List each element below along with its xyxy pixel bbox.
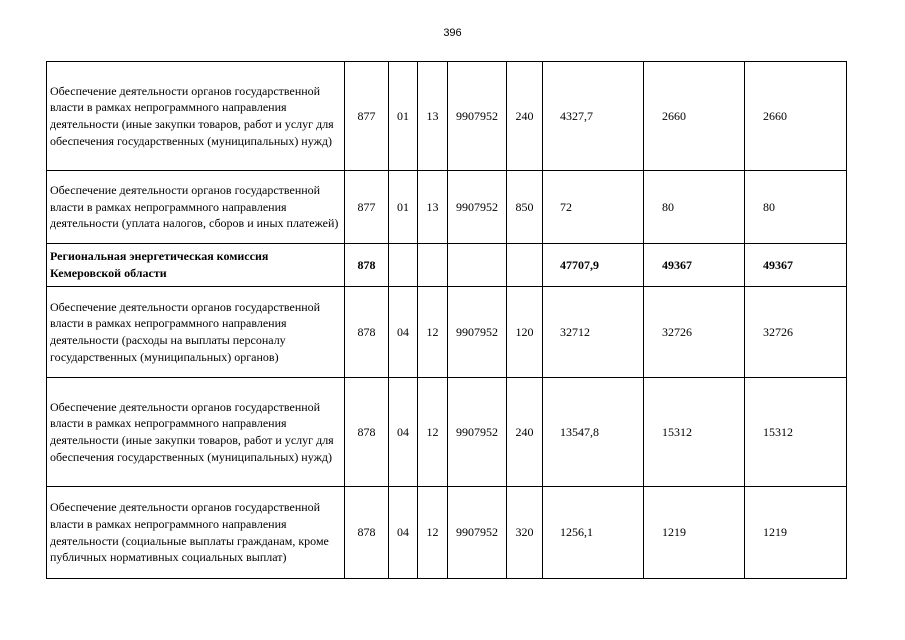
- row-sum-3: 1219: [745, 487, 847, 579]
- row-vr: 120: [507, 287, 543, 378]
- row-name: Обеспечение деятельности органов государственной власти в рамках непрограммного направления деятельности (социальные выплаты гражданам, кроме публичных нормативных социальных выплат): [47, 487, 345, 579]
- row-pr: 13: [418, 171, 448, 244]
- row-ved: 878: [345, 487, 389, 579]
- row-sum-3: 15312: [745, 378, 847, 487]
- row-vr: 320: [507, 487, 543, 579]
- row-csr: 9907952: [448, 171, 507, 244]
- row-sum-3: 32726: [745, 287, 847, 378]
- table-body: [47, 62, 847, 579]
- table-row: [47, 62, 847, 171]
- row-sum-1: 4327,7: [543, 62, 644, 171]
- row-sum-3: 2660: [745, 62, 847, 171]
- row-csr: 9907952: [448, 487, 507, 579]
- table-row: [47, 287, 847, 378]
- row-pr: 13: [418, 62, 448, 171]
- row-sum-3: 80: [745, 171, 847, 244]
- row-rz: [389, 244, 418, 287]
- row-sum-3: 49367: [745, 244, 847, 287]
- row-name: Обеспечение деятельности органов государственной власти в рамках непрограммного направления деятельности (иные закупки товаров, работ и услуг для обеспечения государственных (муниципальных) нужд): [47, 62, 345, 171]
- row-sum-1: 47707,9: [543, 244, 644, 287]
- row-name: Региональная энергетическая комиссия Кемеровской области: [47, 244, 345, 287]
- row-csr: 9907952: [448, 378, 507, 487]
- row-rz: 04: [389, 378, 418, 487]
- row-rz: 04: [389, 287, 418, 378]
- row-pr: 12: [418, 487, 448, 579]
- row-vr: 850: [507, 171, 543, 244]
- row-rz: 04: [389, 487, 418, 579]
- row-sum-1: 13547,8: [543, 378, 644, 487]
- row-csr: [448, 244, 507, 287]
- row-csr: 9907952: [448, 62, 507, 171]
- row-ved: 878: [345, 378, 389, 487]
- row-ved: 878: [345, 244, 389, 287]
- row-sum-2: 1219: [644, 487, 745, 579]
- table-row: [47, 171, 847, 244]
- row-sum-2: 80: [644, 171, 745, 244]
- row-sum-2: 15312: [644, 378, 745, 487]
- row-csr: 9907952: [448, 287, 507, 378]
- table-row: [47, 244, 847, 287]
- table-row: [47, 487, 847, 579]
- row-rz: 01: [389, 62, 418, 171]
- table-row: [47, 378, 847, 487]
- row-sum-2: 32726: [644, 287, 745, 378]
- row-vr: 240: [507, 378, 543, 487]
- page-number: 396: [443, 27, 462, 39]
- row-vr: [507, 244, 543, 287]
- budget-table: [46, 61, 847, 579]
- row-sum-1: 72: [543, 171, 644, 244]
- row-sum-2: 2660: [644, 62, 745, 171]
- row-pr: 12: [418, 378, 448, 487]
- row-pr: 12: [418, 287, 448, 378]
- row-name: Обеспечение деятельности органов государственной власти в рамках непрограммного направления деятельности (иные закупки товаров, работ и услуг для обеспечения государственных (муниципальных) нужд): [47, 378, 345, 487]
- row-ved: 877: [345, 62, 389, 171]
- row-vr: 240: [507, 62, 543, 171]
- row-rz: 01: [389, 171, 418, 244]
- row-name: Обеспечение деятельности органов государственной власти в рамках непрограммного направления деятельности (расходы на выплаты персоналу государственных (муниципальных) органов): [47, 287, 345, 378]
- row-sum-1: 1256,1: [543, 487, 644, 579]
- row-pr: [418, 244, 448, 287]
- row-name: Обеспечение деятельности органов государственной власти в рамках непрограммного направления деятельности (уплата налогов, сборов и иных платежей): [47, 171, 345, 244]
- row-ved: 877: [345, 171, 389, 244]
- row-sum-1: 32712: [543, 287, 644, 378]
- row-ved: 878: [345, 287, 389, 378]
- row-sum-2: 49367: [644, 244, 745, 287]
